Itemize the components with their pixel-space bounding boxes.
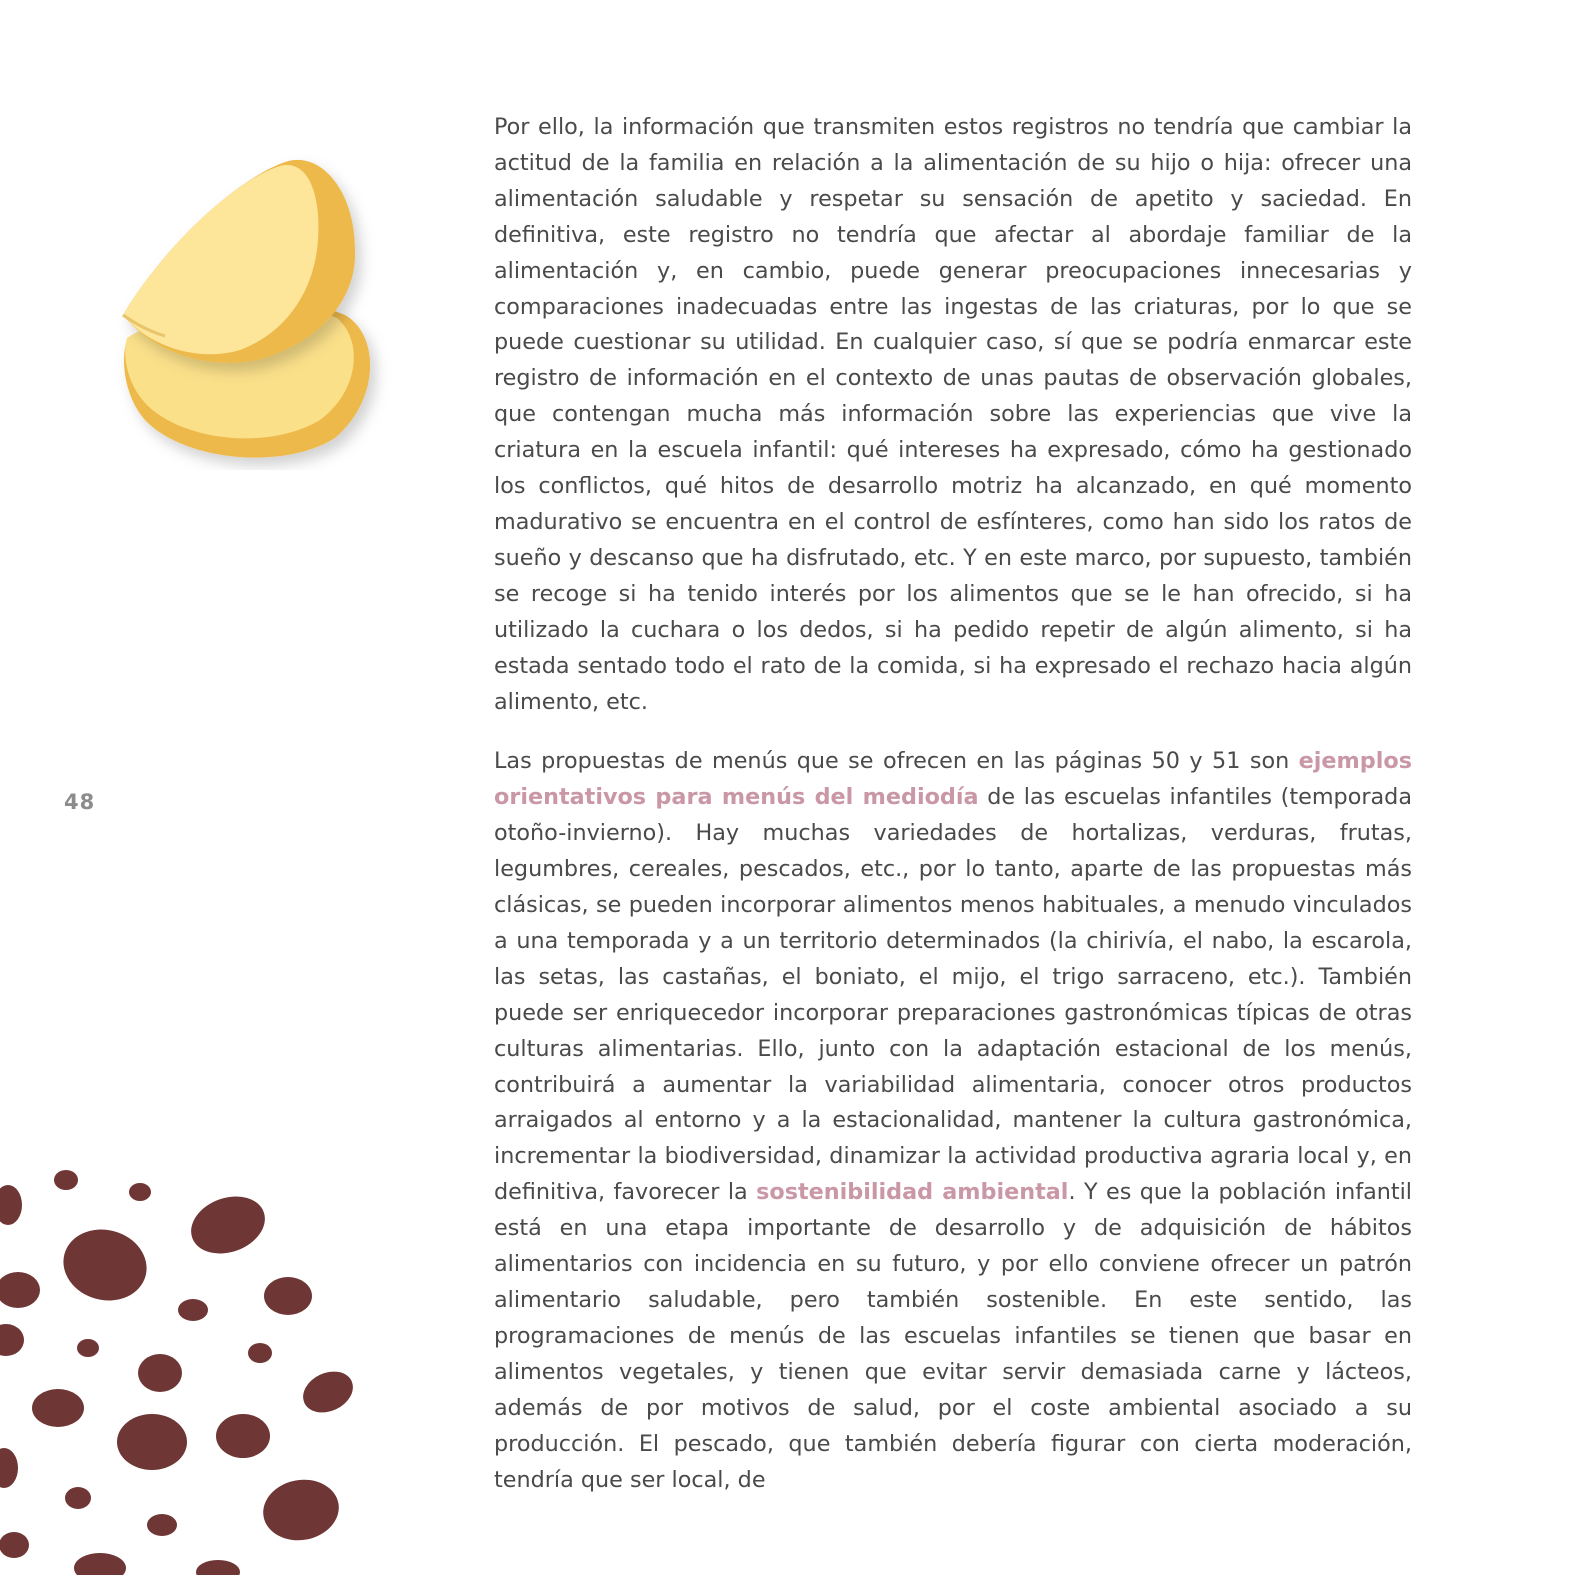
- paragraph-2-text: Las propuestas de menús que se ofrecen en las páginas 50 y 51 son: [494, 748, 1299, 775]
- spot: [178, 1299, 208, 1321]
- spot: [138, 1354, 182, 1392]
- spot: [129, 1183, 151, 1201]
- page-number: 48: [64, 790, 96, 814]
- spot: [216, 1414, 270, 1458]
- spot: [0, 1448, 18, 1488]
- spot: [183, 1187, 273, 1264]
- spot: [0, 1272, 40, 1308]
- paragraph-1: Por ello, la información que transmiten estos registros no tendría que cambiar la actitud de la familia en relación a la alimentación de su hijo o hija: ofrecer una alimentación saludable y respetar su sensación de apetito y saciedad. En definitiva, este registro no tendría que afectar al abordaje familiar de la alimentación y, en cambio, puede generar preocupaciones innecesarias y comparaciones inadecuadas entre las ingestas de las criaturas, por lo que se puede cuestionar su utilidad. En cualquier caso, sí que se podría enmarcar este registro de información en el contexto de unas pautas de observación globales, que contengan mucha más información sobre las experiencias que vive la criatura en la escuela infantil: qué intereses ha expresado, cómo ha gestionado los conflictos, qué hitos de desarrollo motriz ha alcanzado, en qué momento madurativo se encuentra en el control de esfínteres, como han sido los ratos de sueño y descanso que ha disfrutado, etc. Y en este marco, por supuesto, también se recoge si ha tenido interés por los alimentos que se le han ofrecido, si ha utilizado la cuchara o los dedos, si ha pedido repetir de algún alimento, si ha estada sentado todo el rato de la comida, si ha expresado el rechazo hacia algún alimento, etc.: [494, 114, 1412, 715]
- body-text: [494, 110, 1412, 1498]
- potato-slices-illustration: [105, 150, 395, 470]
- spot: [0, 1324, 24, 1356]
- spot: [0, 1185, 22, 1225]
- spot: [248, 1343, 272, 1363]
- highlight-sustainability: sostenibilidad ambiental: [756, 1179, 1069, 1206]
- spot: [147, 1514, 177, 1536]
- spot: [196, 1560, 240, 1575]
- spot: [77, 1339, 99, 1357]
- highlight-menu-examples: ejemplos orientativos para menús del mediodía: [494, 748, 1412, 811]
- spot: [0, 1532, 29, 1558]
- paragraph-2-text: de las escuelas infantiles (temporada otoño-invierno). Hay muchas variedades de hortalizas, verduras, frutas, legumbres, cereales, pescados, etc., por lo tanto, aparte de las propuestas más clásicas, se pueden incorporar alimentos menos habituales, a menudo vinculados a una temporada y a un territorio determinados (la chirivía, el nabo, la escarola, las setas, las castañas, el boniato, el mijo, el trigo sarraceno, etc.). También puede ser enriquecedor incorporar preparaciones gastronómicas típicas de otras culturas alimentarias. Ello, junto con la adaptación estacional de los menús, contribuirá a aumentar la variabilidad alimentaria, conocer otros productos arraigados al entorno y a la estacionalidad, mantener la cultura gastronómica, incrementar la biodiversidad, dinamizar la actividad productiva agraria local y, en definitiva, favorecer la: [494, 784, 1412, 1206]
- spot: [65, 1487, 91, 1509]
- spot: [264, 1277, 312, 1315]
- paragraph-2-text: . Y es que la población infantil está en una etapa importante de desarrollo y de adquisición de hábitos alimentarios con incidencia en su futuro, y por ello conviene ofrecer un patrón alimentario saludable, pero también sostenible. En este sentido, las programaciones de menús de las escuelas infantiles se tienen que basar en alimentos vegetales, y tienen que evitar servir demasiada carne y lácteos, además de por motivos de salud, por el coste ambiental asociado a su producción. El pescado, que también debería figurar con cierta moderación, tendría que ser local, de: [494, 1179, 1412, 1493]
- spot: [54, 1170, 78, 1190]
- spot: [55, 1220, 154, 1309]
- spot: [296, 1364, 359, 1420]
- brown-spots-illustration: [0, 1150, 370, 1575]
- paragraph-2: [494, 744, 1412, 1498]
- spot: [258, 1474, 343, 1546]
- spot: [74, 1553, 126, 1575]
- spot: [32, 1389, 84, 1427]
- spot: [117, 1414, 187, 1470]
